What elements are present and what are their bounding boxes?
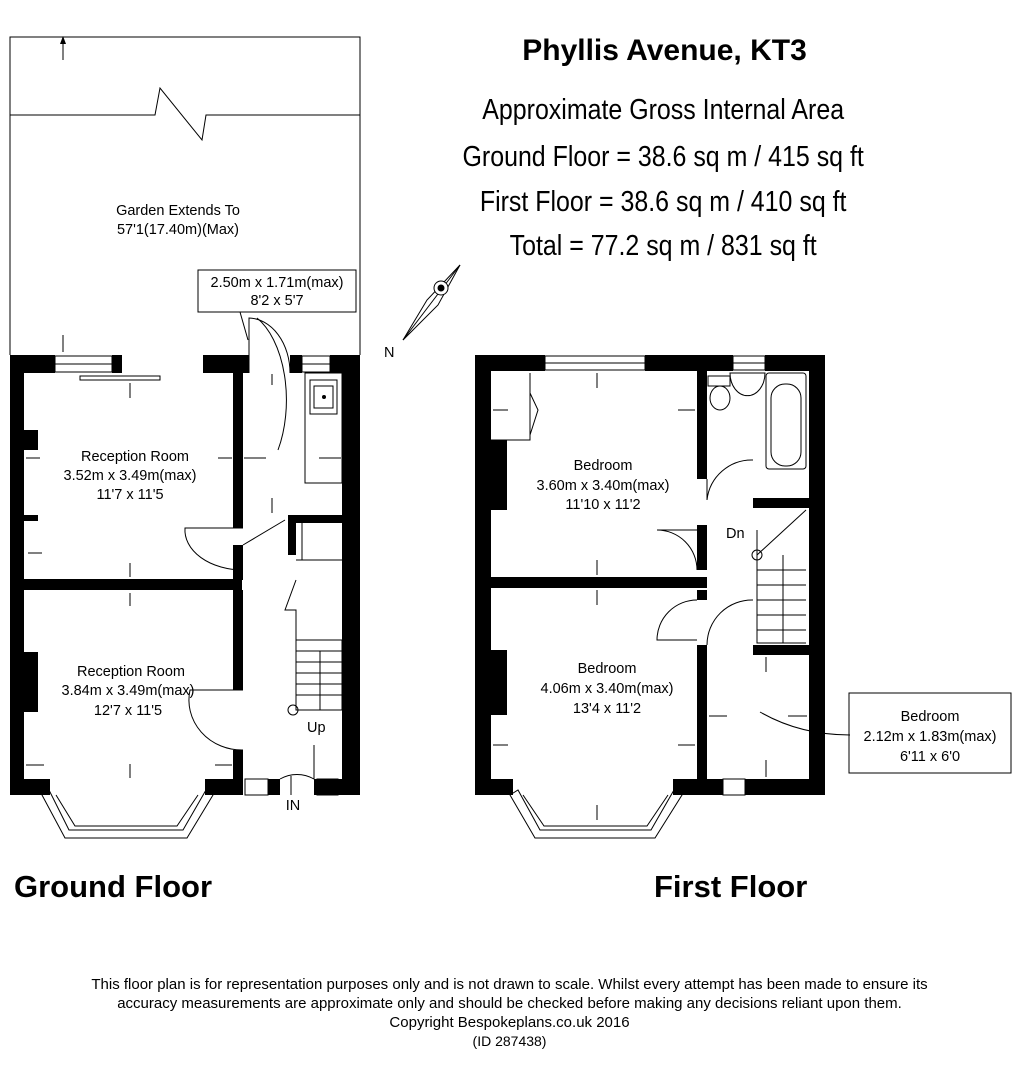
ground-floor-label: Ground Floor — [14, 869, 213, 904]
ground-floor-area: Ground Floor = 38.6 sq m / 415 sq ft — [462, 141, 864, 173]
first-floor-plan — [475, 355, 1011, 838]
first-floor-area: First Floor = 38.6 sq m / 410 sq ft — [479, 186, 847, 218]
copyright: Copyright Bespokeplans.co.uk 2016 — [389, 1014, 630, 1031]
plan-id: (ID 287438) — [472, 1033, 547, 1049]
bedroom-rear-size-imperial: 11'10 x 11'2 — [565, 497, 641, 513]
kitchen-size-imperial: 8'2 x 5'7 — [250, 293, 304, 309]
reception-front-size-metric: 3.84m x 3.49m(max) — [61, 683, 195, 699]
reception-rear-name: Reception Room — [81, 449, 189, 465]
bedroom-small-name: Bedroom — [900, 709, 960, 725]
garden-name: Garden Extends To — [116, 203, 240, 219]
bedroom-front-name: Bedroom — [577, 661, 637, 677]
reception-front-name: Reception Room — [77, 664, 185, 680]
garden — [10, 36, 360, 355]
bedroom-small-size-imperial: 6'11 x 6'0 — [899, 749, 961, 765]
total-area: Total = 77.2 sq m / 831 sq ft — [509, 230, 817, 262]
ground-floor-plan — [10, 36, 360, 838]
compass-north-label: N — [384, 345, 395, 361]
first-floor-label: First Floor — [654, 869, 808, 904]
reception-rear-size-imperial: 11'7 x 11'5 — [96, 487, 164, 503]
area-heading: Approximate Gross Internal Area — [482, 94, 845, 126]
first-floor-stairs — [726, 510, 806, 643]
bedroom-rear-size-metric: 3.60m x 3.40m(max) — [536, 478, 670, 494]
stairs-down-label: Dn — [726, 526, 745, 542]
disclaimer — [0, 975, 1019, 1051]
disclaimer-line-1: This floor plan is for representation purposes only and is not drawn to scale. Whilst every attempt has been made to ensure its — [91, 976, 928, 993]
stairs-up-label: Up — [307, 720, 326, 736]
garden-size: 57'1(17.40m)(Max) — [116, 222, 240, 238]
reception-front-size-imperial: 12'7 x 11'5 — [93, 703, 163, 719]
entrance-label: IN — [285, 798, 301, 814]
ground-floor-stairs — [288, 640, 342, 736]
bedroom-front-size-metric: 4.06m x 3.40m(max) — [540, 681, 674, 697]
bedroom-small-size-metric: 2.12m x 1.83m(max) — [863, 729, 997, 745]
plan-title: Phyllis Avenue, KT3 — [522, 34, 807, 67]
reception-rear-size-metric: 3.52m x 3.49m(max) — [63, 468, 197, 484]
bedroom-front-size-imperial: 13'4 x 11'2 — [572, 701, 642, 717]
bedroom-rear-name: Bedroom — [573, 458, 633, 474]
kitchen-size-metric: 2.50m x 1.71m(max) — [210, 275, 344, 291]
compass — [384, 265, 460, 361]
disclaimer-line-2: accuracy measurements are approximate only and should be checked before making any decisions reliant upon them. — [117, 995, 902, 1012]
